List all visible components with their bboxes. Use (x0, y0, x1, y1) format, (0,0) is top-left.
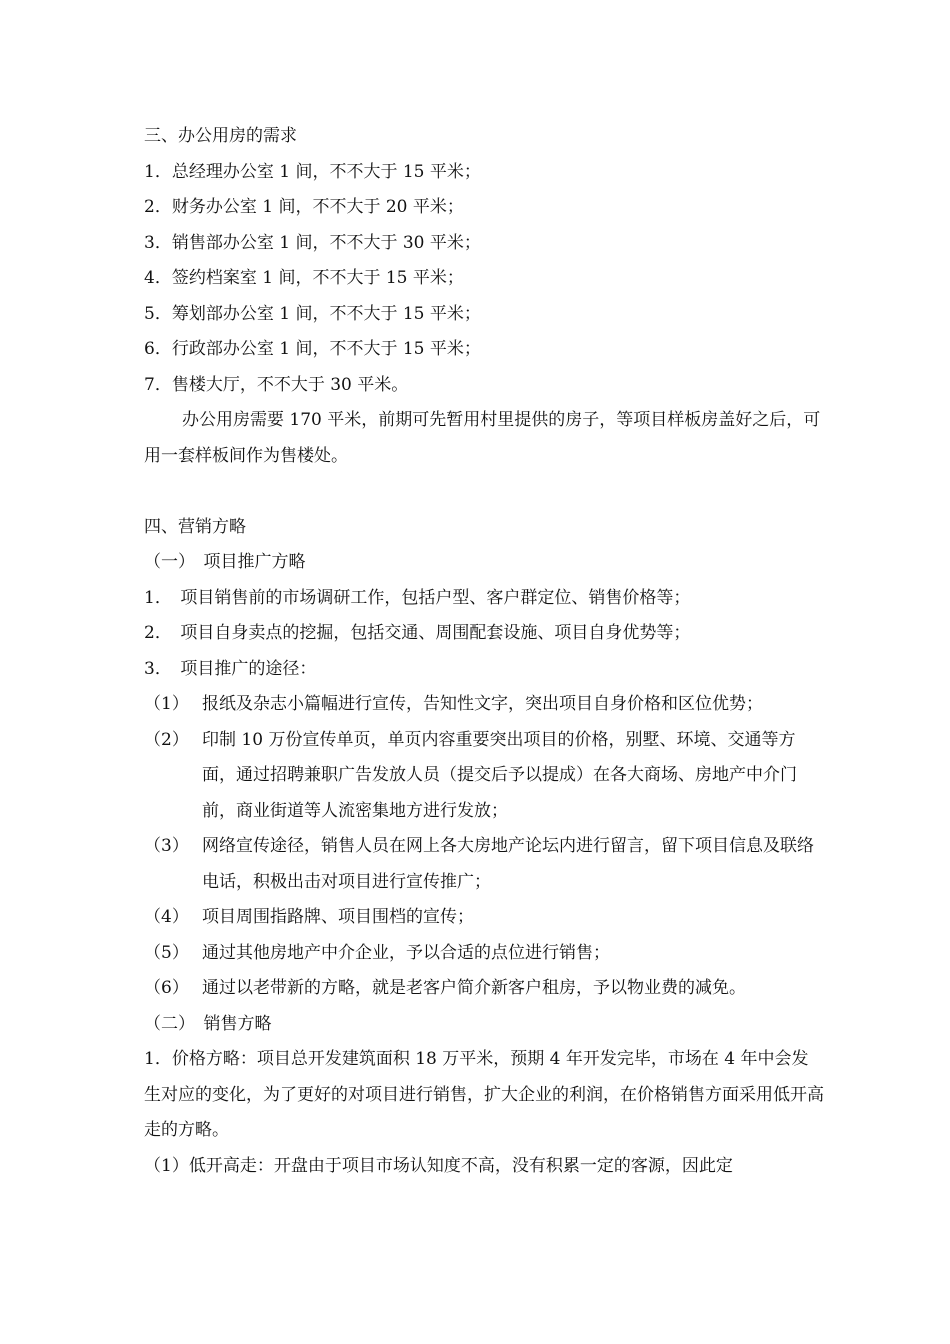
promotion-way-item (144, 936, 824, 972)
list-item: 6．行政部办公室 1 间，不不大于 15 平米； (144, 339, 481, 359)
promotion-way-item (144, 971, 824, 1007)
list-item: 7．售楼大厅，不不大于 30 平米。 (144, 374, 409, 395)
list-item: 2．财务办公室 1 间，不不大于 20 平米； (144, 197, 464, 217)
promotion-way-item (144, 687, 824, 723)
list-item: 5．筹划部办公室 1 间，不不大于 15 平米； (144, 303, 481, 324)
low-open-high-go-line: （1）低开高走：开盘由于项目市场认知度不高，没有积累一定的客源，因此定 (144, 1155, 733, 1176)
item-text: 印制 10 万份宣传单页，单页内容重要突出项目的价格，别墅、环境、交通等方面，通过招聘兼职广告发放人员（提交后予以提成）在各大商场、房地产中介门前，商业街道等人流密集地方进行发放； (202, 729, 797, 821)
item-text: 网络宣传途径，销售人员在网上各大房地产论坛内进行留言，留下项目信息及联络电话，积极出击对项目进行宣传推广； (202, 836, 814, 892)
item-text: 通过其他房地产中介企业，予以合适的点位进行销售； (202, 942, 610, 963)
subsection-title: （二） 销售方略 (144, 1013, 272, 1034)
list-item: 2． 项目自身卖点的挖掘，包括交通、周围配套设施、项目自身优势等； (144, 623, 691, 643)
list-item: 3． 项目推广的途径： (144, 658, 317, 679)
promotion-way-item (144, 900, 824, 936)
price-strategy-paragraph: 1．价格方略：项目总开发建筑面积 18 万平米，预期 4 年开发完毕，市场在 4 年中会发生对应的变化，为了更好的对项目进行销售，扩大企业的利润，在价格销售方面采用低开高走的方略。 (144, 1049, 824, 1140)
item-text: 报纸及杂志小篇幅进行宣传，告知性文字，突出项目自身价格和区位优势； (202, 694, 763, 714)
item-number: （2） (144, 729, 189, 750)
promotion-way-item (144, 723, 824, 830)
office-space-paragraph: 办公用房需要 170 平米，前期可先暂用村里提供的房子，等项目样板房盖好之后，可用一套样板间作为售楼处。 (144, 410, 821, 466)
item-number: （4） (144, 907, 189, 927)
spacer (144, 474, 824, 510)
item-number: （1） (144, 694, 189, 714)
document-page (144, 119, 824, 1184)
item-text: 通过以老带新的方略，就是老客户简介新客户租房，予以物业费的减免。 (202, 978, 746, 998)
item-number: （6） (144, 978, 189, 998)
section-3-title: 三、办公用房的需求 (144, 126, 297, 146)
list-item: 3．销售部办公室 1 间，不不大于 30 平米； (144, 232, 481, 253)
list-item: 1． 项目销售前的市场调研工作，包括户型、客户群定位、销售价格等； (144, 587, 691, 608)
section-4-title: 四、营销方略 (144, 516, 246, 537)
promotion-way-item (144, 829, 824, 900)
subsection-title: （一） 项目推广方略 (144, 552, 306, 572)
list-item: 4．签约档案室 1 间，不不大于 15 平米； (144, 268, 464, 288)
item-text: 项目周围指路牌、项目围档的宣传； (202, 907, 474, 927)
list-item: 1．总经理办公室 1 间，不不大于 15 平米； (144, 161, 481, 182)
item-number: （5） (144, 942, 189, 963)
item-number: （3） (144, 836, 189, 856)
